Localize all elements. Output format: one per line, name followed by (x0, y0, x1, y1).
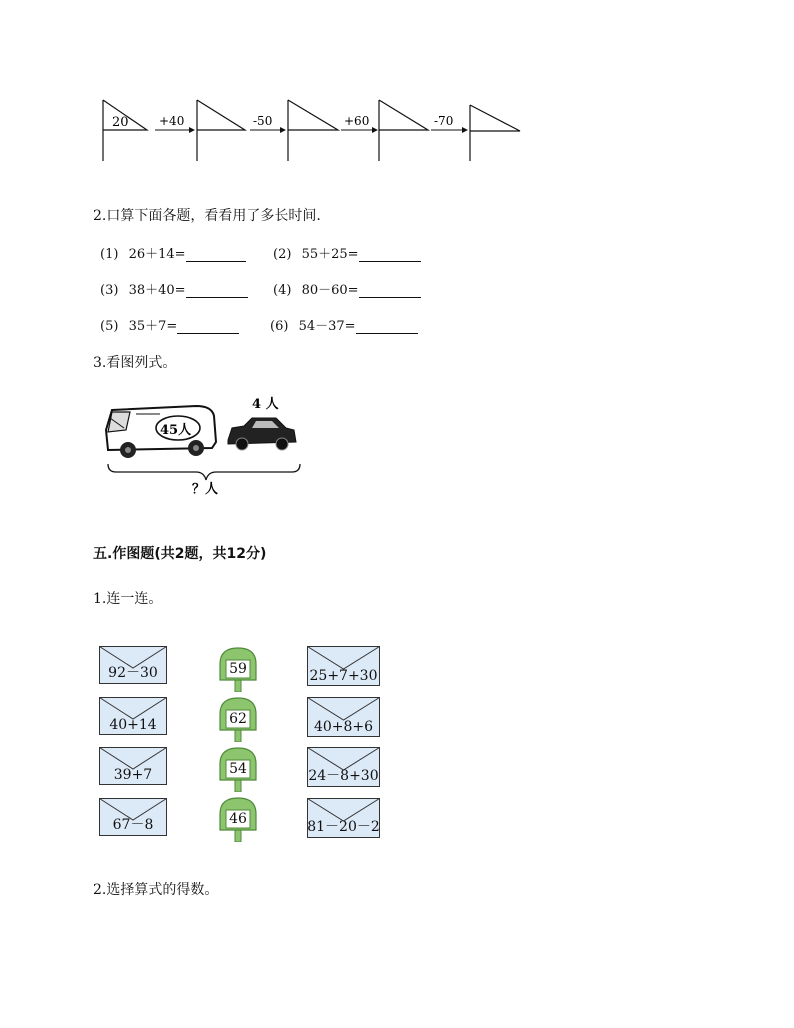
envelope-left-1[interactable] (99, 646, 167, 684)
flag-1 (103, 100, 147, 161)
flag-3 (288, 100, 338, 161)
op-arrow-1 (155, 114, 195, 133)
flag-4 (379, 100, 428, 161)
q2-item-3 (100, 279, 248, 298)
q2-title: 2.口算下面各题，看看用了多长时间. (93, 208, 321, 224)
sign-4[interactable] (218, 796, 258, 842)
s5q1-title: 1.连一连。 (93, 591, 163, 607)
total-brace (108, 464, 300, 480)
envelope-expr: 25+7+30 (309, 668, 378, 684)
op-label-3: +60 (344, 114, 370, 128)
s5q2-title: 2.选择算式的得数。 (93, 882, 219, 898)
sign-2[interactable] (218, 696, 258, 742)
envelope-expr: 24－8+30 (308, 768, 379, 784)
flag-start-value: 20 (112, 115, 129, 130)
answer-blank[interactable] (359, 247, 421, 262)
q2-item-expr: 80－60= (301, 283, 359, 298)
envelope-expr: 39+7 (113, 767, 153, 783)
envelope-right-2[interactable] (307, 697, 380, 737)
envelope-expr: 40+8+6 (313, 719, 374, 735)
answer-blank[interactable] (186, 247, 246, 262)
op-arrow-4 (431, 114, 468, 133)
q2-item-num: (3) (100, 283, 119, 298)
sign-value: 54 (229, 761, 247, 777)
sign-3[interactable] (218, 746, 258, 792)
flag-chain (95, 95, 535, 167)
flag-5 (470, 105, 520, 161)
q2-item-1 (100, 243, 246, 262)
envelope-right-3[interactable] (307, 747, 380, 787)
q2-item-expr: 38＋40= (128, 283, 186, 298)
bus-illustration (106, 406, 216, 458)
q2-item-5 (100, 315, 239, 334)
total-label: ？人 (192, 482, 219, 497)
q2-item-expr: 35＋7= (128, 319, 178, 334)
envelope-right-1[interactable] (307, 646, 380, 686)
q3-title: 3.看图列式。 (93, 355, 177, 371)
envelope-expr: 40+14 (109, 717, 157, 733)
answer-blank[interactable] (186, 283, 248, 298)
op-label-1: +40 (159, 114, 185, 128)
envelope-left-4[interactable] (99, 798, 167, 836)
bus-passenger-label: 45人 (160, 423, 192, 438)
q2-item-num: (5) (100, 319, 119, 334)
q2-item-num: (2) (273, 247, 292, 262)
car-illustration (228, 397, 296, 450)
op-label-2: -50 (253, 114, 273, 128)
q2-item-expr: 55＋25= (301, 247, 359, 262)
q2-item-6 (270, 315, 418, 334)
answer-blank[interactable] (359, 283, 421, 298)
answer-blank[interactable] (177, 319, 239, 334)
op-arrow-2 (250, 114, 286, 133)
sign-value: 59 (229, 661, 247, 677)
q2-item-num: (4) (273, 283, 292, 298)
sign-value: 46 (229, 811, 247, 827)
q3-picture (100, 390, 310, 500)
sign-1[interactable] (218, 646, 258, 692)
envelope-left-2[interactable] (99, 697, 167, 735)
envelope-expr: 67－8 (112, 817, 154, 833)
envelope-left-3[interactable] (99, 747, 167, 785)
sign-value: 62 (229, 711, 247, 727)
q2-item-num: (6) (270, 319, 289, 334)
section5-title: 五.作图题(共2题，共12分) (93, 546, 267, 562)
car-passenger-label: 4 人 (252, 397, 279, 412)
q2-item-num: (1) (100, 247, 119, 262)
answer-blank[interactable] (356, 319, 418, 334)
op-arrow-3 (341, 114, 378, 133)
q2-item-2 (273, 243, 421, 262)
q2-item-expr: 26＋14= (128, 247, 186, 262)
q2-item-4 (273, 279, 421, 298)
q2-item-expr: 54－37= (298, 319, 356, 334)
op-label-4: -70 (434, 114, 454, 128)
envelope-expr: 81－20－2 (307, 819, 380, 835)
envelope-expr: 92－30 (108, 665, 158, 681)
flag-2 (197, 100, 245, 161)
envelope-right-4[interactable] (307, 798, 380, 838)
